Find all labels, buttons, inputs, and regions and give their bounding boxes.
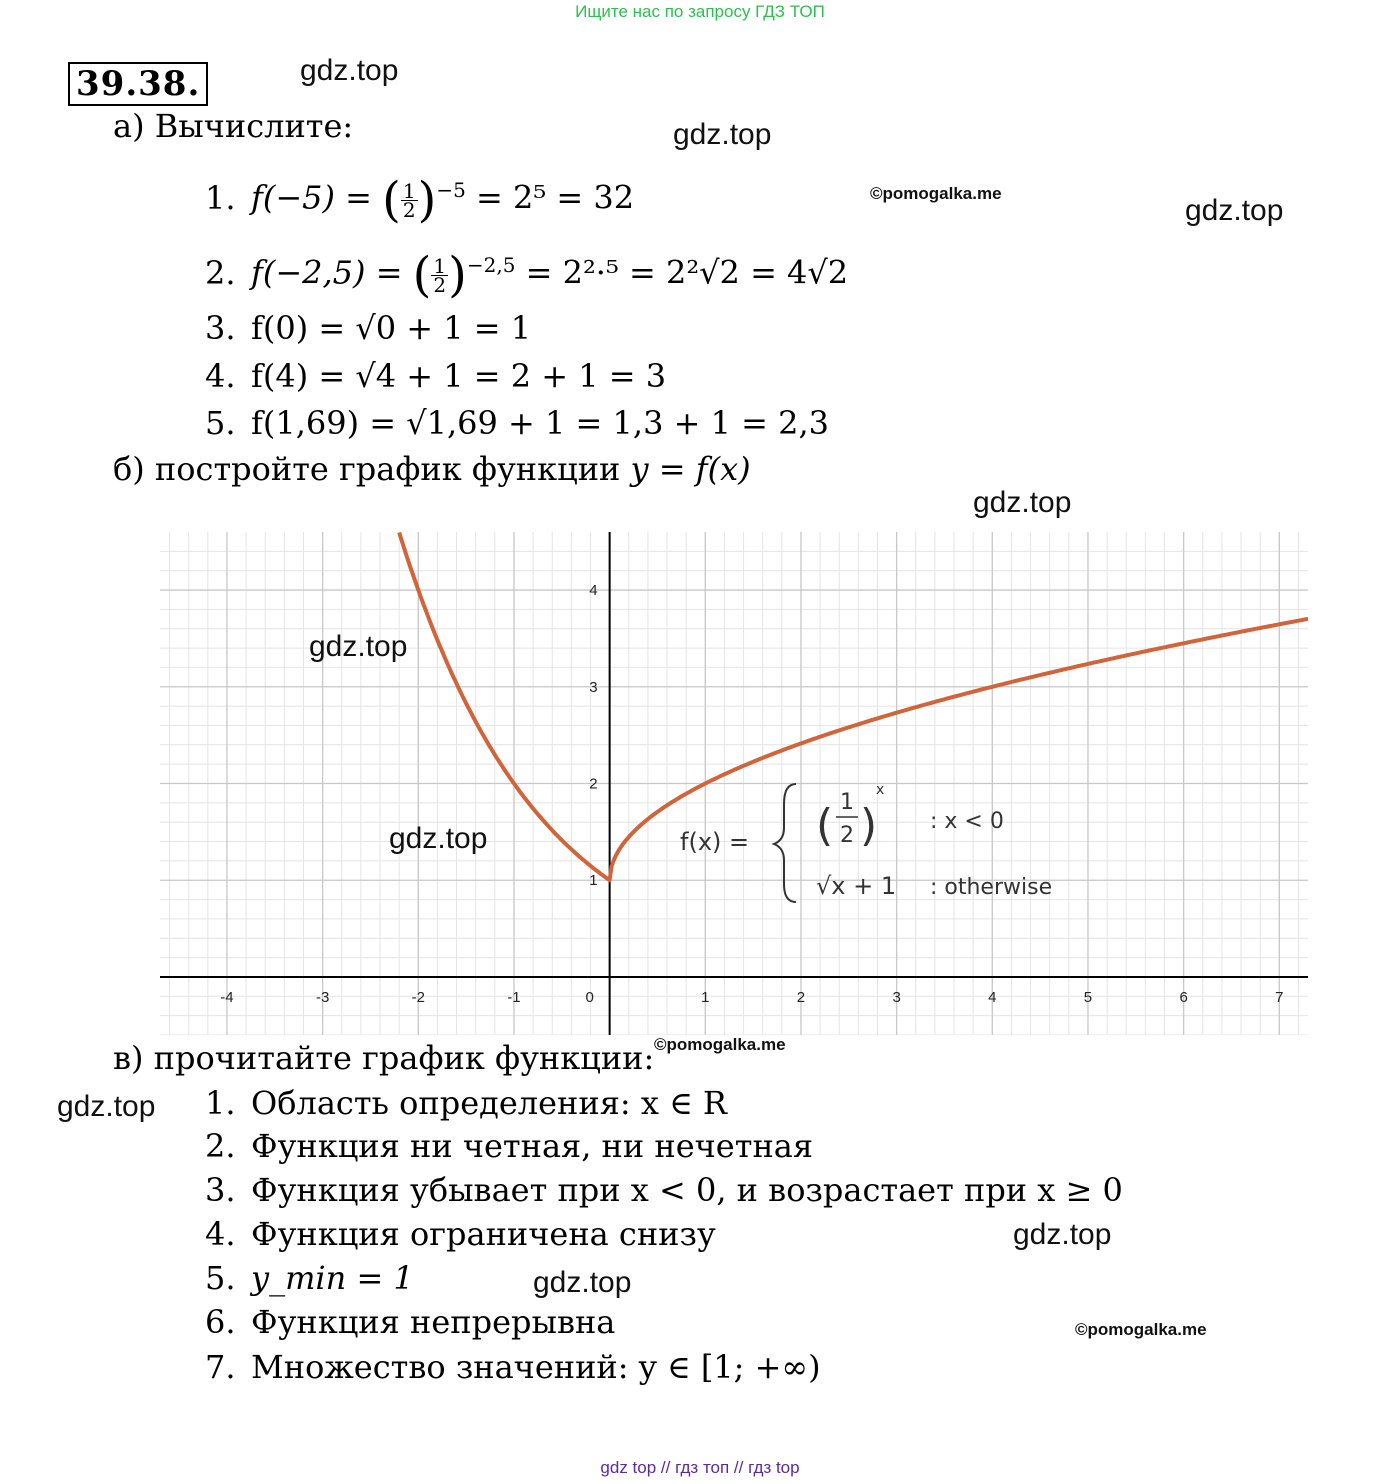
y-tick-label: 4	[589, 582, 598, 600]
item-number: 7.	[205, 1348, 236, 1386]
x-tick-label: 2	[796, 988, 806, 1006]
item-text: Функция ограничена снизу	[251, 1215, 716, 1253]
part-c-item	[205, 1083, 727, 1123]
item-number: 6.	[205, 1303, 236, 1341]
x-tick-label: -3	[315, 988, 330, 1006]
item-number: 5.	[205, 1259, 236, 1297]
part-a-item: 2. f(−2,5) = ( $\frac{1}{2}$ )$^{-2,5}$ = 2²·⁵ = 2²√2 = 4√2	[205, 247, 849, 304]
watermark: gdz.top	[309, 630, 408, 663]
part-a-item: 1. f(−5) = ( $\frac{1}{2}$ )$^{-5}$ = 2⁵ = 32	[205, 172, 635, 229]
item-lhs: f(−2,5) =	[251, 253, 403, 292]
item-number: 3.	[205, 1171, 236, 1209]
part-b-heading	[113, 449, 751, 489]
copyright: ©pomogalka.me	[870, 184, 1002, 203]
item-text: f(4) = √4 + 1 = 2 + 1 = 3	[251, 357, 667, 395]
item-number: 4.	[205, 1215, 236, 1253]
copyright: ©pomogalka.me	[654, 1035, 786, 1054]
part-a-item	[205, 356, 666, 396]
problem-number: 39.38.	[68, 62, 208, 106]
item-lhs: f(−5) =	[251, 178, 372, 217]
watermark: gdz.top	[1185, 194, 1284, 227]
part-b-formula: y = f(x)	[630, 450, 751, 488]
brace-icon	[774, 784, 796, 902]
item-number: 2.	[205, 1127, 236, 1165]
x-tick-label: 7	[1275, 988, 1284, 1006]
x-tick-label: -1	[507, 988, 521, 1006]
item-text: y_min = 1	[251, 1259, 414, 1297]
item-text: Множество значений: y ∈ [1; +∞)	[251, 1348, 821, 1386]
annotation-frac-den: 2	[840, 823, 854, 848]
part-a-label: а)	[113, 107, 145, 145]
x-tick-label: 0	[585, 988, 594, 1006]
exponent: −2,5	[466, 253, 516, 277]
item-text: Функция убывает при x < 0, и возрастает при x ≥ 0	[251, 1171, 1123, 1209]
part-c-item	[205, 1347, 821, 1387]
part-c-item	[205, 1126, 813, 1166]
fraction: $\frac{1}{2}$	[433, 253, 447, 297]
part-a-item	[205, 308, 531, 348]
function-graph	[160, 532, 1308, 1035]
x-tick-label: -2	[411, 988, 425, 1006]
x-tick-label: 4	[988, 988, 997, 1006]
annotation-case1-cond: : x < 0	[930, 809, 1004, 834]
watermark: gdz.top	[673, 118, 772, 151]
item-text: f(1,69) = √1,69 + 1 = 1,3 + 1 = 2,3	[251, 404, 829, 442]
y-tick-label: 1	[589, 872, 598, 890]
footer: gdz top // гдз топ // гдз top	[600, 1458, 800, 1477]
top-banner: Ищите нас по запросу ГДЗ ТОП	[575, 2, 825, 21]
part-c-item	[205, 1258, 414, 1298]
annotation-case2-cond: : otherwise	[930, 875, 1053, 900]
watermark: gdz.top	[389, 822, 488, 855]
item-text: Функция ни четная, ни нечетная	[251, 1127, 814, 1165]
annotation-paren: )	[860, 800, 878, 851]
part-a-item	[205, 403, 829, 443]
annotation-paren: (	[816, 800, 834, 851]
exponent: −5	[436, 178, 466, 202]
x-tick-label: 6	[1179, 988, 1188, 1006]
x-tick-label: 1	[701, 988, 710, 1006]
item-text: f(0) = √0 + 1 = 1	[251, 309, 532, 347]
item-number: 1.	[205, 1084, 236, 1122]
item-number: 2.	[205, 253, 236, 292]
watermark: gdz.top	[300, 54, 399, 87]
annotation-frac-num: 1	[840, 790, 854, 815]
part-c-label: в)	[113, 1039, 144, 1077]
x-tick-label: 3	[892, 988, 901, 1006]
part-c-item	[205, 1170, 1123, 1210]
part-a-title: Вычислите:	[154, 107, 354, 145]
part-c-item	[205, 1214, 716, 1254]
item-number: 1.	[205, 178, 236, 217]
item-number: 3.	[205, 309, 236, 347]
part-c-item	[205, 1302, 615, 1342]
watermark: gdz.top	[973, 486, 1072, 519]
annotation-case2-expr: √x + 1	[816, 872, 897, 900]
item-rest: = 2²·⁵ = 2²√2 = 4√2	[525, 253, 849, 292]
item-rest: = 2⁵ = 32	[476, 178, 635, 217]
part-b-title: постройте график функции	[154, 450, 621, 488]
y-tick-label: 3	[589, 678, 598, 696]
watermark: gdz.top	[533, 1266, 632, 1299]
fraction: $\frac{1}{2}$	[402, 178, 416, 222]
copyright: ©pomogalka.me	[1075, 1320, 1207, 1339]
part-a-heading	[113, 106, 353, 146]
part-c-title: прочитайте график функции:	[153, 1039, 655, 1077]
x-tick-label: 5	[1083, 988, 1093, 1006]
annotation-lhs: f(x) =	[680, 828, 750, 856]
y-tick-label: 2	[589, 775, 598, 793]
item-text: Функция непрерывна	[251, 1303, 616, 1341]
annotation-exponent: x	[876, 782, 885, 798]
watermark: gdz.top	[1013, 1218, 1112, 1251]
watermark: gdz.top	[57, 1090, 156, 1123]
item-text: Область определения: x ∈ R	[251, 1084, 728, 1122]
x-tick-label: -4	[220, 988, 234, 1006]
part-b-label: б)	[113, 450, 145, 488]
part-c-heading	[113, 1038, 654, 1078]
item-number: 4.	[205, 357, 236, 395]
item-number: 5.	[205, 404, 236, 442]
